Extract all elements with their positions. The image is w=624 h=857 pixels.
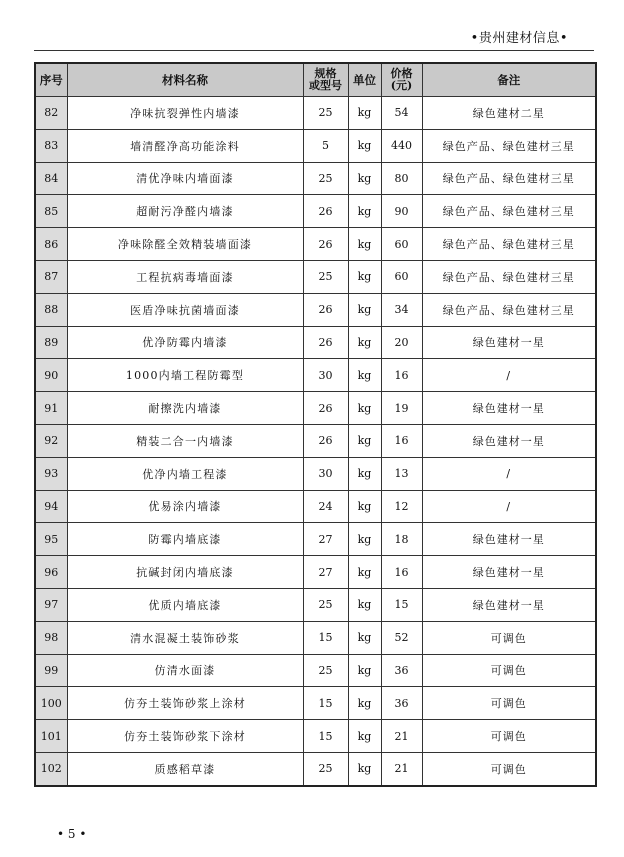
cell-material-name: 质感稻草漆 — [67, 752, 303, 785]
cell-index: 90 — [35, 359, 67, 392]
cell-price: 16 — [381, 359, 422, 392]
cell-material-name: 防霉内墙底漆 — [67, 523, 303, 556]
header-price-line2: (元) — [390, 79, 413, 92]
cell-unit: kg — [348, 293, 381, 326]
cell-remark: 绿色建材二星 — [422, 97, 596, 130]
cell-spec: 27 — [303, 523, 348, 556]
cell-unit: kg — [348, 490, 381, 523]
page-number: • 5 • — [57, 827, 87, 841]
table-row — [35, 523, 596, 556]
cell-spec: 25 — [303, 97, 348, 130]
header-spec-line1: 规格 — [314, 67, 337, 80]
cell-index: 93 — [35, 457, 67, 490]
table-row — [35, 359, 596, 392]
cell-price: 34 — [381, 293, 422, 326]
cell-index: 92 — [35, 424, 67, 457]
cell-unit: kg — [348, 457, 381, 490]
cell-price: 15 — [381, 588, 422, 621]
cell-index: 86 — [35, 228, 67, 261]
cell-remark: / — [422, 359, 596, 392]
cell-index: 99 — [35, 654, 67, 687]
cell-index: 102 — [35, 752, 67, 785]
cell-material-name: 优净防霉内墙漆 — [67, 326, 303, 359]
cell-material-name: 仿夯土装饰砂浆上涂材 — [67, 687, 303, 720]
cell-remark: 绿色建材一星 — [422, 326, 596, 359]
cell-remark: 可调色 — [422, 654, 596, 687]
cell-spec: 25 — [303, 588, 348, 621]
table-row — [35, 97, 596, 130]
table-row — [35, 588, 596, 621]
cell-price: 60 — [381, 260, 422, 293]
cell-unit: kg — [348, 752, 381, 785]
cell-spec: 26 — [303, 392, 348, 425]
table-row — [35, 129, 596, 162]
cell-remark: / — [422, 490, 596, 523]
cell-spec: 25 — [303, 162, 348, 195]
cell-spec: 24 — [303, 490, 348, 523]
cell-price: 54 — [381, 97, 422, 130]
cell-unit: kg — [348, 326, 381, 359]
cell-index: 87 — [35, 260, 67, 293]
table-body — [35, 97, 596, 786]
cell-material-name: 仿夯土装饰砂浆下涂材 — [67, 720, 303, 753]
cell-material-name: 清优净味内墙面漆 — [67, 162, 303, 195]
cell-material-name: 1000内墙工程防霉型 — [67, 359, 303, 392]
cell-index: 96 — [35, 556, 67, 589]
cell-unit: kg — [348, 556, 381, 589]
cell-price: 36 — [381, 654, 422, 687]
price-table — [34, 62, 597, 787]
cell-price: 21 — [381, 720, 422, 753]
table-row — [35, 293, 596, 326]
table-header-row — [35, 63, 596, 97]
table-row — [35, 752, 596, 785]
cell-index: 95 — [35, 523, 67, 556]
cell-unit: kg — [348, 687, 381, 720]
cell-price: 19 — [381, 392, 422, 425]
cell-unit: kg — [348, 129, 381, 162]
cell-remark: 可调色 — [422, 720, 596, 753]
cell-unit: kg — [348, 720, 381, 753]
cell-remark: 绿色建材一星 — [422, 588, 596, 621]
cell-remark: 绿色产品、绿色建材三星 — [422, 293, 596, 326]
cell-spec: 15 — [303, 687, 348, 720]
cell-material-name: 净味抗裂弹性内墙漆 — [67, 97, 303, 130]
cell-spec: 15 — [303, 621, 348, 654]
header-remark: 备注 — [422, 63, 596, 97]
cell-spec: 30 — [303, 457, 348, 490]
cell-spec: 15 — [303, 720, 348, 753]
cell-spec: 26 — [303, 326, 348, 359]
cell-spec: 30 — [303, 359, 348, 392]
cell-price: 52 — [381, 621, 422, 654]
cell-unit: kg — [348, 424, 381, 457]
header-index: 序号 — [35, 63, 67, 97]
cell-price: 80 — [381, 162, 422, 195]
cell-spec: 25 — [303, 654, 348, 687]
cell-spec: 26 — [303, 195, 348, 228]
cell-index: 98 — [35, 621, 67, 654]
cell-index: 94 — [35, 490, 67, 523]
table-row — [35, 654, 596, 687]
cell-unit: kg — [348, 654, 381, 687]
cell-unit: kg — [348, 195, 381, 228]
table-row — [35, 621, 596, 654]
table-row — [35, 424, 596, 457]
cell-remark: 绿色建材一星 — [422, 392, 596, 425]
cell-index: 97 — [35, 588, 67, 621]
cell-price: 16 — [381, 556, 422, 589]
cell-unit: kg — [348, 260, 381, 293]
cell-index: 100 — [35, 687, 67, 720]
cell-unit: kg — [348, 97, 381, 130]
cell-unit: kg — [348, 392, 381, 425]
cell-spec: 26 — [303, 293, 348, 326]
cell-price: 20 — [381, 326, 422, 359]
table-row — [35, 720, 596, 753]
cell-index: 84 — [35, 162, 67, 195]
cell-remark: 绿色产品、绿色建材三星 — [422, 162, 596, 195]
cell-material-name: 仿清水面漆 — [67, 654, 303, 687]
cell-remark: 可调色 — [422, 621, 596, 654]
cell-remark: 绿色建材一星 — [422, 523, 596, 556]
cell-price: 12 — [381, 490, 422, 523]
cell-price: 21 — [381, 752, 422, 785]
cell-remark: 绿色产品、绿色建材三星 — [422, 228, 596, 261]
cell-remark: 绿色建材一星 — [422, 556, 596, 589]
cell-index: 83 — [35, 129, 67, 162]
cell-index: 88 — [35, 293, 67, 326]
cell-unit: kg — [348, 359, 381, 392]
table-row — [35, 687, 596, 720]
table-row — [35, 162, 596, 195]
cell-remark: 绿色产品、绿色建材三星 — [422, 260, 596, 293]
cell-price: 16 — [381, 424, 422, 457]
cell-index: 89 — [35, 326, 67, 359]
header-name: 材料名称 — [67, 63, 303, 97]
header-price-line1: 价格 — [390, 67, 413, 80]
cell-price: 90 — [381, 195, 422, 228]
cell-material-name: 医盾净味抗菌墙面漆 — [67, 293, 303, 326]
cell-unit: kg — [348, 588, 381, 621]
cell-material-name: 精装二合一内墙漆 — [67, 424, 303, 457]
table-row — [35, 195, 596, 228]
cell-material-name: 抗碱封闭内墙底漆 — [67, 556, 303, 589]
cell-index: 101 — [35, 720, 67, 753]
header-title: •贵州建材信息• — [470, 31, 568, 46]
table-row — [35, 457, 596, 490]
table-row — [35, 556, 596, 589]
header-divider — [34, 50, 594, 51]
cell-price: 13 — [381, 457, 422, 490]
cell-spec: 27 — [303, 556, 348, 589]
cell-index: 85 — [35, 195, 67, 228]
cell-material-name: 超耐污净醛内墙漆 — [67, 195, 303, 228]
table-row — [35, 326, 596, 359]
header-spec-line2: 或型号 — [309, 79, 342, 92]
cell-index: 91 — [35, 392, 67, 425]
cell-material-name: 清水混凝土装饰砂浆 — [67, 621, 303, 654]
cell-remark: 可调色 — [422, 687, 596, 720]
cell-material-name: 净味除醛全效精装墙面漆 — [67, 228, 303, 261]
cell-spec: 25 — [303, 260, 348, 293]
cell-remark: / — [422, 457, 596, 490]
cell-price: 18 — [381, 523, 422, 556]
cell-material-name: 优易涂内墙漆 — [67, 490, 303, 523]
cell-index: 82 — [35, 97, 67, 130]
cell-price: 36 — [381, 687, 422, 720]
table-row — [35, 260, 596, 293]
cell-spec: 5 — [303, 129, 348, 162]
cell-unit: kg — [348, 162, 381, 195]
header-spec — [303, 63, 348, 97]
cell-spec: 26 — [303, 228, 348, 261]
cell-price: 60 — [381, 228, 422, 261]
cell-unit: kg — [348, 523, 381, 556]
cell-spec: 25 — [303, 752, 348, 785]
cell-unit: kg — [348, 621, 381, 654]
table-row — [35, 228, 596, 261]
header-unit: 单位 — [348, 63, 381, 97]
cell-remark: 可调色 — [422, 752, 596, 785]
cell-spec: 26 — [303, 424, 348, 457]
cell-remark: 绿色产品、绿色建材三星 — [422, 195, 596, 228]
cell-price: 440 — [381, 129, 422, 162]
cell-remark: 绿色建材一星 — [422, 424, 596, 457]
table-row — [35, 490, 596, 523]
cell-material-name: 优净内墙工程漆 — [67, 457, 303, 490]
cell-material-name: 耐擦洗内墙漆 — [67, 392, 303, 425]
cell-material-name: 墙清醛净高功能涂料 — [67, 129, 303, 162]
cell-material-name: 优质内墙底漆 — [67, 588, 303, 621]
cell-material-name: 工程抗病毒墙面漆 — [67, 260, 303, 293]
table-row — [35, 392, 596, 425]
header-price — [381, 63, 422, 97]
cell-remark: 绿色产品、绿色建材三星 — [422, 129, 596, 162]
cell-unit: kg — [348, 228, 381, 261]
